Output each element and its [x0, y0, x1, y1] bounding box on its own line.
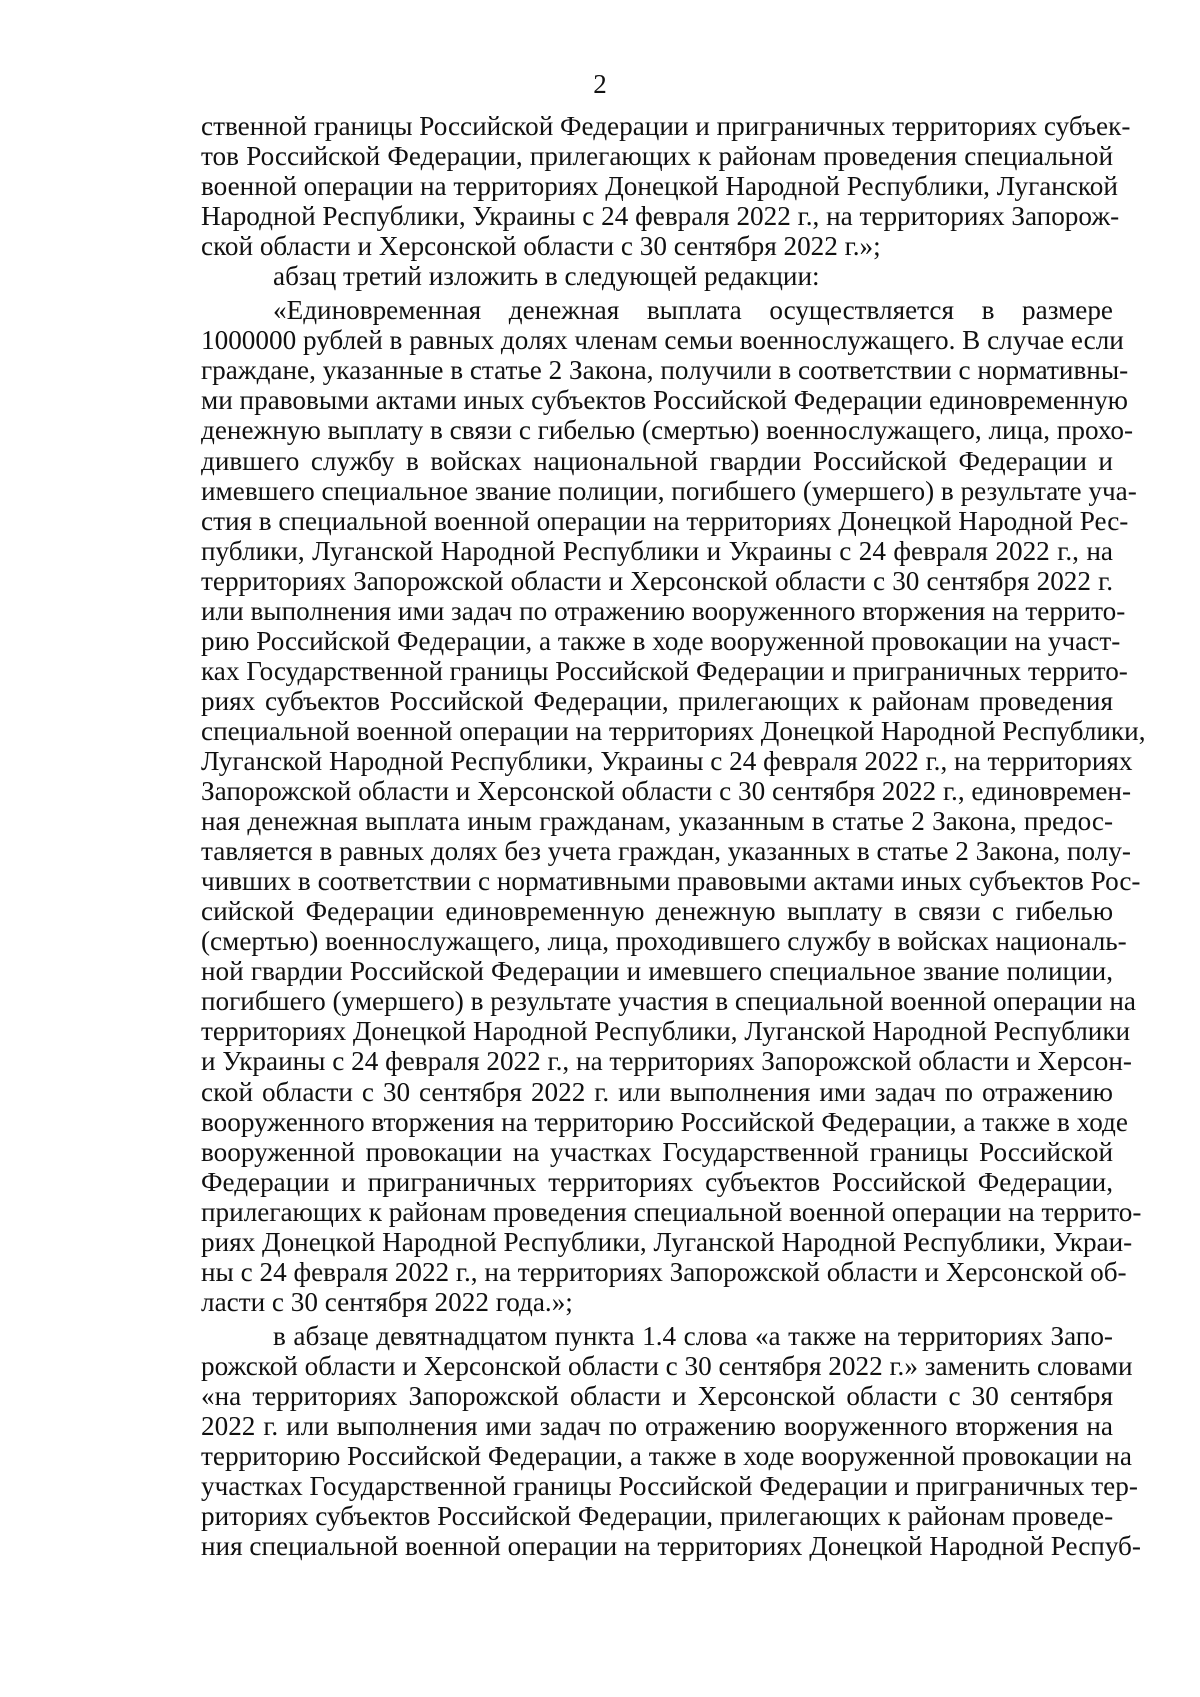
page-number: 2: [593, 69, 607, 99]
document-body: [201, 111, 1146, 1562]
paragraph-line: Народной Республики, Украины с 24 февраля 2022 г., на территориях Запорож-: [201, 201, 1120, 232]
paragraph-line: ках Государственной границы Российской Федерации и приграничных террито-: [201, 655, 1128, 686]
paragraph-line: «на территориях Запорожской области и Херсонской области с 30 сентября: [201, 1380, 1113, 1411]
paragraph-line: прилегающих к районам проведения специальной военной операции на террито-: [201, 1196, 1142, 1227]
paragraph-line: «Единовременная денежная выплата осуществляется в размере: [273, 295, 1113, 326]
paragraph-line: 2022 г. или выполнения ими задач по отражению вооруженного вторжения на: [201, 1411, 1113, 1442]
paragraph-line: риях Донецкой Народной Республики, Луганской Народной Республики, Украи-: [201, 1226, 1133, 1257]
paragraph-line: (смертью) военнослужащего, лица, проходившего службу в войсках националь-: [201, 926, 1127, 957]
paragraph-line: и Украины с 24 февраля 2022 г., на территориях Запорожской области и Херсон-: [201, 1046, 1132, 1077]
paragraph-line: сийской Федерации единовременную денежную выплату в связи с гибелью: [201, 896, 1113, 927]
paragraph-line: имевшего специальное звание полиции, погибшего (умершего) в результате уча-: [201, 475, 1137, 506]
paragraph-line: в абзаце девятнадцатом пункта 1.4 слова «а также на территориях Запо-: [273, 1320, 1113, 1351]
paragraph-line: ния специальной военной операции на территориях Донецкой Народной Респуб-: [201, 1531, 1141, 1562]
paragraph-line: дившего службу в войсках национальной гвардии Российской Федерации и: [201, 445, 1113, 476]
paragraph-line: ской области с 30 сентября 2022 г. или выполнения ими задач по отражению: [201, 1076, 1113, 1107]
paragraph-line: чивших в соответствии с нормативными правовыми актами иных субъектов Рос-: [201, 866, 1141, 897]
paragraph-line: денежную выплату в связи с гибелью (смертью) военнослужащего, лица, прохо-: [201, 415, 1134, 446]
paragraph-line: ской области и Херсонской области с 30 сентября 2022 г.»;: [201, 231, 881, 262]
paragraph-line: граждане, указанные в статье 2 Закона, получили в соответствии с нормативны-: [201, 355, 1129, 386]
paragraph-line: вооруженного вторжения на территорию Российской Федерации, а также в ходе: [201, 1106, 1128, 1137]
paragraph-line: риториях субъектов Российской Федерации, прилегающих к районам проведе-: [201, 1501, 1114, 1532]
paragraph-line: территорию Российской Федерации, а также в ходе вооруженной провокации на: [201, 1441, 1132, 1472]
paragraph-line: Луганской Народной Республики, Украины с 24 февраля 2022 г., на территориях: [201, 745, 1133, 776]
paragraph-line: вооруженной провокации на участках Государственной границы Российской: [201, 1136, 1113, 1167]
paragraph-line: тавляется в равных долях без учета граждан, указанных в статье 2 Закона, полу-: [201, 836, 1131, 867]
paragraph-line: погибшего (умершего) в результате участия в специальной военной операции на: [201, 986, 1136, 1017]
paragraph-line: 1000000 рублей в равных долях членам семьи военнослужащего. В случае если: [201, 325, 1124, 356]
paragraph-line: ми правовыми актами иных субъектов Российской Федерации единовременную: [201, 385, 1128, 416]
paragraph-line: или выполнения ими задач по отражению вооруженного вторжения на террито-: [201, 595, 1126, 626]
paragraph-line: стия в специальной военной операции на территориях Донецкой Народной Рес-: [201, 505, 1129, 536]
paragraph-line: участках Государственной границы Российской Федерации и приграничных тер-: [201, 1471, 1138, 1502]
paragraph-line: Федерации и приграничных территориях субъектов Российской Федерации,: [201, 1166, 1113, 1197]
paragraph-line: рожской области и Херсонской области с 30 сентября 2022 г.» заменить словами: [201, 1350, 1133, 1381]
paragraph-line: риях субъектов Российской Федерации, прилегающих к районам проведения: [201, 685, 1113, 716]
paragraph-line: публики, Луганской Народной Республики и Украины с 24 февраля 2022 г., на: [201, 535, 1113, 566]
paragraph-line: территориях Донецкой Народной Республики, Луганской Народной Республики: [201, 1016, 1131, 1047]
paragraph-line: ственной границы Российской Федерации и приграничных территориях субъек-: [201, 111, 1131, 141]
paragraph-line: Запорожской области и Херсонской области с 30 сентября 2022 г., единовремен-: [201, 776, 1132, 807]
paragraph-line: специальной военной операции на территориях Донецкой Народной Республики,: [201, 715, 1146, 746]
paragraph-line: территориях Запорожской области и Херсонской области с 30 сентября 2022 г.: [201, 565, 1113, 596]
paragraph-line: тов Российской Федерации, прилегающих к районам проведения специальной: [201, 141, 1113, 172]
paragraph-line: ласти с 30 сентября 2022 года.»;: [201, 1286, 573, 1317]
paragraph-line: военной операции на территориях Донецкой Народной Республики, Луганской: [201, 171, 1118, 202]
paragraph-line: рию Российской Федерации, а также в ходе вооруженной провокации на участ-: [201, 625, 1121, 656]
paragraph-line: ны с 24 февраля 2022 г., на территориях Запорожской области и Херсонской об-: [201, 1256, 1127, 1287]
paragraph-line: абзац третий изложить в следующей редакции:: [273, 261, 820, 292]
paragraph-line: ная денежная выплата иным гражданам, указанным в статье 2 Закона, предос-: [201, 806, 1113, 837]
paragraph-line: ной гвардии Российской Федерации и имевшего специальное звание полиции,: [201, 956, 1113, 987]
